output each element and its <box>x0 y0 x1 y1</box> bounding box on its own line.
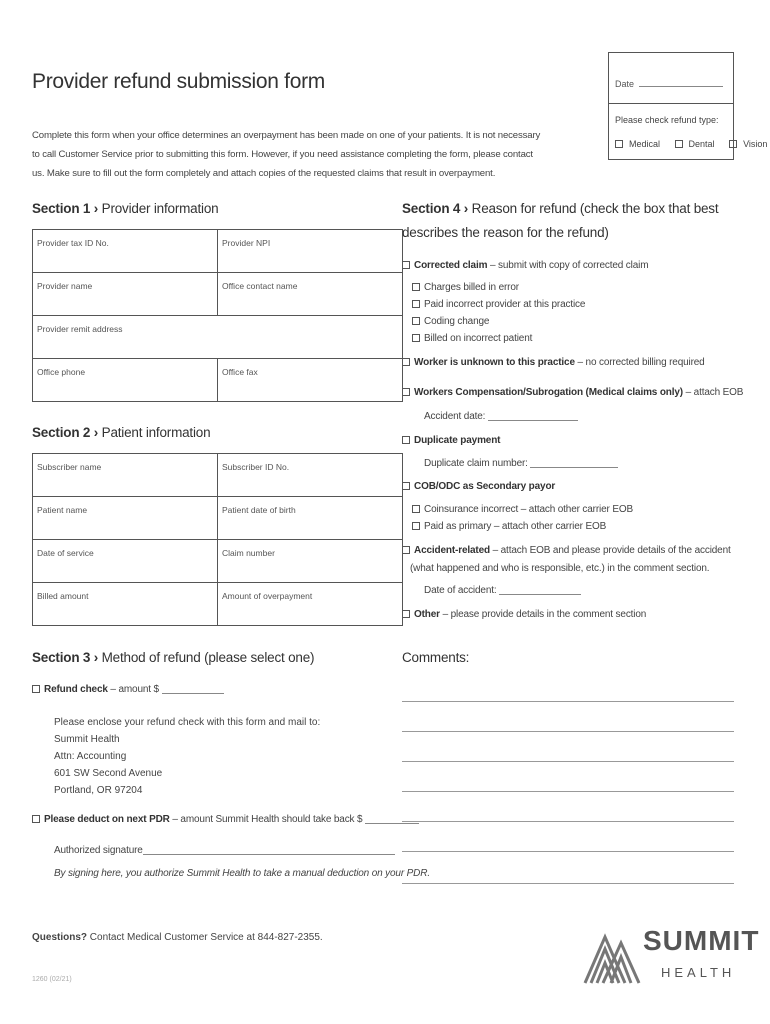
section2-title: Patient information <box>101 425 211 440</box>
subscriber-id-field[interactable]: Subscriber ID No. <box>218 454 403 497</box>
office-contact-field[interactable]: Office contact name <box>218 273 403 316</box>
comment-line[interactable] <box>402 791 734 792</box>
refund-type-medical[interactable] <box>615 139 666 149</box>
corrected-sub-label: Charges billed in error <box>424 282 519 293</box>
accident-related-label: Accident-related <box>414 545 490 556</box>
comment-line[interactable] <box>402 851 734 852</box>
date-of-accident-field[interactable] <box>424 585 581 596</box>
date-field[interactable] <box>615 79 723 89</box>
comments-label: Comments: <box>402 650 470 665</box>
patient-info-table <box>32 453 403 626</box>
worker-unknown-option[interactable] <box>402 357 705 368</box>
cob-sub-label: Coinsurance incorrect – attach other carrier EOB <box>424 504 634 515</box>
mail-line: 601 SW Second Avenue <box>54 768 163 779</box>
refund-check-option[interactable] <box>32 684 224 695</box>
logo-subword: HEALTH <box>661 965 736 980</box>
duplicate-payment-option[interactable] <box>402 435 500 446</box>
checkbox-icon[interactable] <box>402 546 410 554</box>
refund-check-amount-label: – amount $ <box>110 684 159 695</box>
refund-type-label: Vision <box>743 139 768 149</box>
workers-comp-note: – attach EOB <box>685 387 744 398</box>
corrected-sub-label: Paid incorrect provider at this practice <box>424 299 586 310</box>
provider-info-table <box>32 229 403 402</box>
provider-tax-id-field[interactable]: Provider tax ID No. <box>33 230 218 273</box>
corrected-sub-label: Billed on incorrect patient <box>424 333 533 344</box>
provider-name-field[interactable]: Provider name <box>33 273 218 316</box>
refund-type-dental[interactable] <box>675 139 721 149</box>
workers-comp-label: Workers Compensation/Subrogation (Medical claims only) <box>414 387 683 398</box>
mail-line: Portland, OR 97204 <box>54 785 143 796</box>
patient-dob-field[interactable]: Patient date of birth <box>218 497 403 540</box>
cob-option[interactable] <box>402 481 555 492</box>
cob-sub-option[interactable] <box>412 504 633 515</box>
intro-line: Complete this form when your office determines an overpayment has been made on one of your patients. It is not necessary <box>32 130 541 141</box>
section4-number: Section 4 › <box>402 201 469 216</box>
cob-sub-option[interactable] <box>412 521 606 532</box>
intro-line: to call Customer Service prior to submitting this form. However, if you need assistance completing the form, please contact <box>32 149 533 160</box>
checkbox-icon[interactable] <box>412 522 420 530</box>
section1-number: Section 1 › <box>32 201 99 216</box>
corrected-sub-option[interactable] <box>412 333 532 344</box>
date-of-accident-label: Date of accident: <box>424 585 497 596</box>
mail-line: Please enclose your refund check with this form and mail to: <box>54 717 321 728</box>
refund-type-label: Dental <box>688 139 715 149</box>
worker-unknown-label: Worker is unknown to this practice <box>414 357 575 368</box>
refund-type-options <box>615 139 770 149</box>
corrected-claim-option[interactable] <box>402 260 648 271</box>
intro-text <box>32 126 541 183</box>
checkbox-icon[interactable] <box>412 505 420 513</box>
patient-name-field[interactable]: Patient name <box>33 497 218 540</box>
accident-date-input[interactable] <box>488 420 578 421</box>
corrected-claim-note: – submit with copy of corrected claim <box>489 260 649 271</box>
duplicate-claim-field[interactable] <box>424 458 618 469</box>
accident-date-label: Accident date: <box>424 411 486 422</box>
other-label: Other <box>414 609 440 620</box>
refund-type-vision[interactable] <box>729 139 770 149</box>
other-note: – please provide details in the comment section <box>442 609 647 620</box>
refund-type-label: Medical <box>629 139 661 149</box>
section3-heading <box>32 650 314 665</box>
comment-line[interactable] <box>402 731 734 732</box>
refund-type-label: Please check refund type: <box>615 115 719 125</box>
office-fax-field[interactable]: Office fax <box>218 359 403 402</box>
checkbox-icon[interactable] <box>412 317 420 325</box>
questions-label: Questions? <box>32 932 88 943</box>
section3-subtitle: (please select one) <box>204 650 315 665</box>
checkbox-icon[interactable] <box>402 610 410 618</box>
pdr-deduct-label: Please deduct on next PDR <box>44 814 170 825</box>
checkbox-icon[interactable] <box>402 436 410 444</box>
date-label: Date <box>615 79 635 89</box>
duplicate-payment-label: Duplicate payment <box>414 435 501 446</box>
checkbox-icon[interactable] <box>402 358 410 366</box>
duplicate-claim-input[interactable] <box>530 467 618 468</box>
date-of-service-field[interactable]: Date of service <box>33 540 218 583</box>
comment-line[interactable] <box>402 701 734 702</box>
page-title: Provider refund submission form <box>32 70 325 93</box>
section4-title: Reason for refund <box>471 201 577 216</box>
section3-title: Method of refund <box>101 650 201 665</box>
refund-check-amount-input[interactable] <box>162 693 224 694</box>
corrected-claim-label: Corrected claim <box>414 260 488 271</box>
corrected-sub-option[interactable] <box>412 299 585 310</box>
overpayment-amount-field[interactable]: Amount of overpayment <box>218 583 403 626</box>
date-of-accident-input[interactable] <box>499 594 581 595</box>
date-refund-type-box <box>608 52 768 160</box>
checkbox-icon[interactable] <box>32 685 40 693</box>
section3-number: Section 3 › <box>32 650 99 665</box>
accident-related-note: – attach EOB and please provide details of the accident <box>492 545 731 556</box>
refund-check-label: Refund check <box>44 684 108 695</box>
checkbox-icon[interactable] <box>412 283 420 291</box>
section2-heading <box>32 425 210 440</box>
form-code: 1260 (02/21) <box>32 976 72 983</box>
authorization-note: By signing here, you authorize Summit Health to take a manual deduction on your PDR. <box>54 868 430 879</box>
corrected-sub-label: Coding change <box>424 316 490 327</box>
comment-line[interactable] <box>402 821 734 822</box>
worker-unknown-note: – no corrected billing required <box>577 357 705 368</box>
office-phone-field[interactable]: Office phone <box>33 359 218 402</box>
checkbox-icon[interactable] <box>412 334 420 342</box>
mountain-logo-icon <box>583 927 643 987</box>
section2-number: Section 2 › <box>32 425 99 440</box>
duplicate-claim-label: Duplicate claim number: <box>424 458 528 469</box>
pdr-deduct-amount-input[interactable] <box>365 823 419 824</box>
section4-subtitle: (check the box that best <box>579 201 719 216</box>
divider <box>609 103 733 104</box>
pdr-deduct-amount-label: – amount Summit Health should take back $ <box>172 814 363 825</box>
questions-contact <box>32 932 323 943</box>
mailing-instructions <box>54 714 320 799</box>
mail-line: Attn: Accounting <box>54 751 127 762</box>
subscriber-name-field[interactable]: Subscriber name <box>33 454 218 497</box>
authorized-signature-field[interactable] <box>54 845 395 856</box>
logo-wordmark: SUMMIT <box>643 925 760 956</box>
section1-heading <box>32 201 218 216</box>
mail-line: Summit Health <box>54 734 120 745</box>
section4-heading <box>402 201 718 216</box>
provider-remit-address-field[interactable]: Provider remit address <box>33 316 403 359</box>
checkbox-icon[interactable] <box>402 482 410 490</box>
checkbox-icon[interactable] <box>32 815 40 823</box>
other-option[interactable] <box>402 609 646 620</box>
pdr-deduct-option[interactable] <box>32 814 419 825</box>
accident-date-field[interactable] <box>424 411 578 422</box>
accident-related-note-line2: (what happened and who is responsible, etc.) in the comment section. <box>410 563 710 574</box>
billed-amount-field[interactable]: Billed amount <box>33 583 218 626</box>
cob-sub-label: Paid as primary – attach other carrier EOB <box>424 521 607 532</box>
workers-comp-option[interactable] <box>402 387 743 398</box>
checkbox-icon[interactable] <box>412 300 420 308</box>
checkbox-icon[interactable] <box>675 140 683 148</box>
comment-line[interactable] <box>402 761 734 762</box>
section1-title: Provider information <box>101 201 219 216</box>
signature-line[interactable] <box>143 854 395 855</box>
accident-related-option[interactable] <box>402 545 731 556</box>
corrected-sub-option[interactable] <box>412 316 489 327</box>
date-underline[interactable] <box>639 86 723 87</box>
comment-line[interactable] <box>402 883 734 884</box>
section4-subtitle-line2: describes the reason for the refund) <box>402 225 609 240</box>
checkbox-icon[interactable] <box>615 140 623 148</box>
checkbox-icon[interactable] <box>402 388 410 396</box>
claim-number-field[interactable]: Claim number <box>218 540 403 583</box>
checkbox-icon[interactable] <box>729 140 737 148</box>
intro-line: us. Make sure to fill out the form completely and attach copies of the requested claims that result in overpayment. <box>32 168 496 179</box>
authorized-signature-label: Authorized signature <box>54 845 143 856</box>
checkbox-icon[interactable] <box>402 261 410 269</box>
cob-label: COB/ODC as Secondary payor <box>414 481 556 492</box>
provider-npi-field[interactable]: Provider NPI <box>218 230 403 273</box>
questions-text: Contact Medical Customer Service at 844-827-2355. <box>89 932 323 943</box>
summit-health-logo <box>583 925 760 987</box>
corrected-sub-option[interactable] <box>412 282 519 293</box>
